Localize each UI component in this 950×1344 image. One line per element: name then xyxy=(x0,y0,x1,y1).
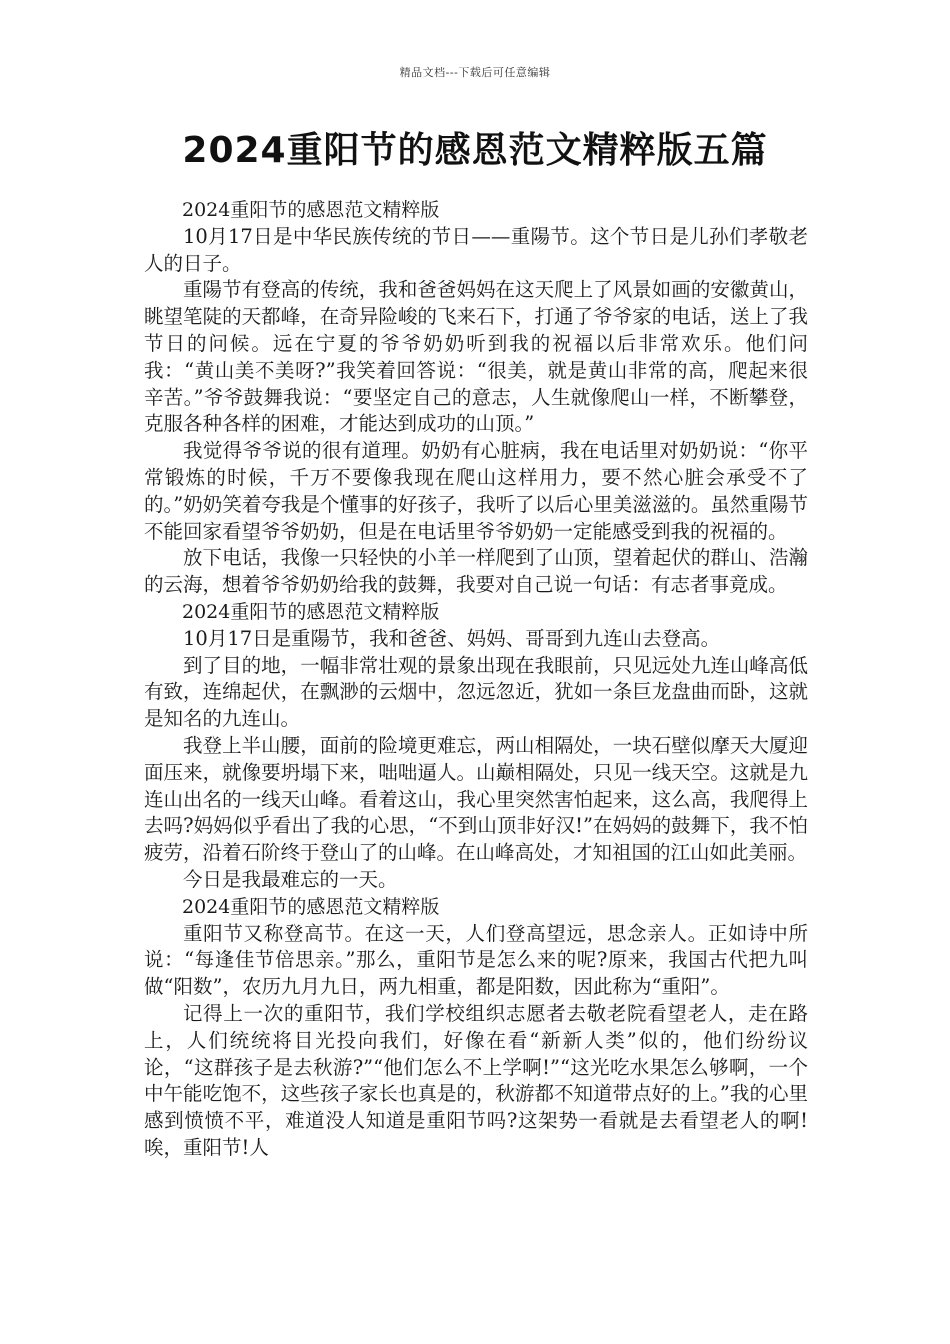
paragraph: 今日是我最难忘的一天。 xyxy=(183,867,398,891)
paragraph: 重阳节又称登高节。在这一天，人们登高望远，思念亲人。正如诗中所说：“每逢佳节倍思亲。”那么，重阳节是怎么来的呢?原来，我国古代把九叫做“阳数”，农历九月九日，两九相重，都是阳数，因此称为“重阳”。 xyxy=(144,921,808,999)
section-heading: 2024重阳节的感恩范文精粹版 xyxy=(182,600,440,623)
paragraph: 10月17日是中华民族传统的节日——重陽节。这个节日是儿孙们孝敬老人的日子。 xyxy=(144,224,808,275)
document-body xyxy=(144,197,808,1162)
paragraph: 放下电话，我像一只轻快的小羊一样爬到了山顶，望着起伏的群山、浩瀚的云海，想着爷爷奶奶给我的鼓舞，我要对自己说一句话：有志者事竟成。 xyxy=(144,546,808,597)
paragraph: 记得上一次的重阳节，我们学校组织志愿者去敬老院看望老人，走在路上，人们统统将目光投向我们，好像在看“新新人类”似的，他们纷纷议论，“这群孩子是去秋游?”“他们怎么不上学啊!”“这光吃水果怎么够啊，一个中午能吃饱不，这些孩子家长也真是的，秋游都不知道带点好的上。”我的心里感到愤愤不平，难道没人知道是重阳节吗?这架势一看就是去看望老人的啊!唉，重阳节!人 xyxy=(144,1001,808,1159)
section-heading: 2024重阳节的感恩范文精粹版 xyxy=(182,199,440,221)
paragraph: 重陽节有登高的传统，我和爸爸妈妈在这天爬上了风景如画的安徽黄山，眺望笔陡的天都峰，在奇异险峻的飞来石下，打通了爷爷家的电话，送上了我节日的问候。远在宁夏的爷爷奶奶听到我的祝福以后非常欢乐。他们问我：“黄山美不美呀?”我笑着回答说：“很美，就是黄山非常的高，爬起来很辛苦。”爷爷鼓舞我说：“要坚定自己的意志，人生就像爬山一样，不断攀登，克服各种各样的困难，才能达到成功的山顶。” xyxy=(144,278,808,436)
paragraph: 我登上半山腰，面前的险境更难忘，两山相隔处，一块石壁似摩天大厦迎面压来，就像要坍塌下来，咄咄逼人。山巅相隔处，只见一线天空。这就是九连山出名的一线天山峰。看着这山，我心里突然害怕起来，这么高，我爬得上去吗?妈妈似乎看出了我的心思，“不到山顶非好汉!”在妈妈的鼓舞下，我不怕疲劳，沿着石阶终于登山了的山峰。在山峰高处，才知祖国的江山如此美丽。 xyxy=(144,733,808,865)
section-heading: 2024重阳节的感恩范文精粹版 xyxy=(182,895,440,918)
page-title: 2024重阳节的感恩范文精粹版五篇 xyxy=(182,130,768,171)
paragraph: 到了目的地，一幅非常壮观的景象出现在我眼前，只见远处九连山峰高低有致，连绵起伏，在飘渺的云烟中，忽远忽近，犹如一条巨龙盘曲而卧，这就是知名的九连山。 xyxy=(144,653,808,731)
header-note: 精品文档---下载后可任意编辑 xyxy=(399,66,551,79)
paragraph: 10月17日是重陽节，我和爸爸、妈妈、哥哥到九连山去登高。 xyxy=(183,626,721,650)
paragraph: 我觉得爷爷说的很有道理。奶奶有心脏病，我在电话里对奶奶说：“你平常锻炼的时候，千万不要像我现在爬山这样用力，要不然心脏会承受不了的。”奶奶笑着夸我是个懂事的好孩子，我听了以后心里美滋滋的。虽然重陽节不能回家看望爷爷奶奶，但是在电话里爷爷奶奶一定能感受到我的祝福的。 xyxy=(144,439,808,543)
